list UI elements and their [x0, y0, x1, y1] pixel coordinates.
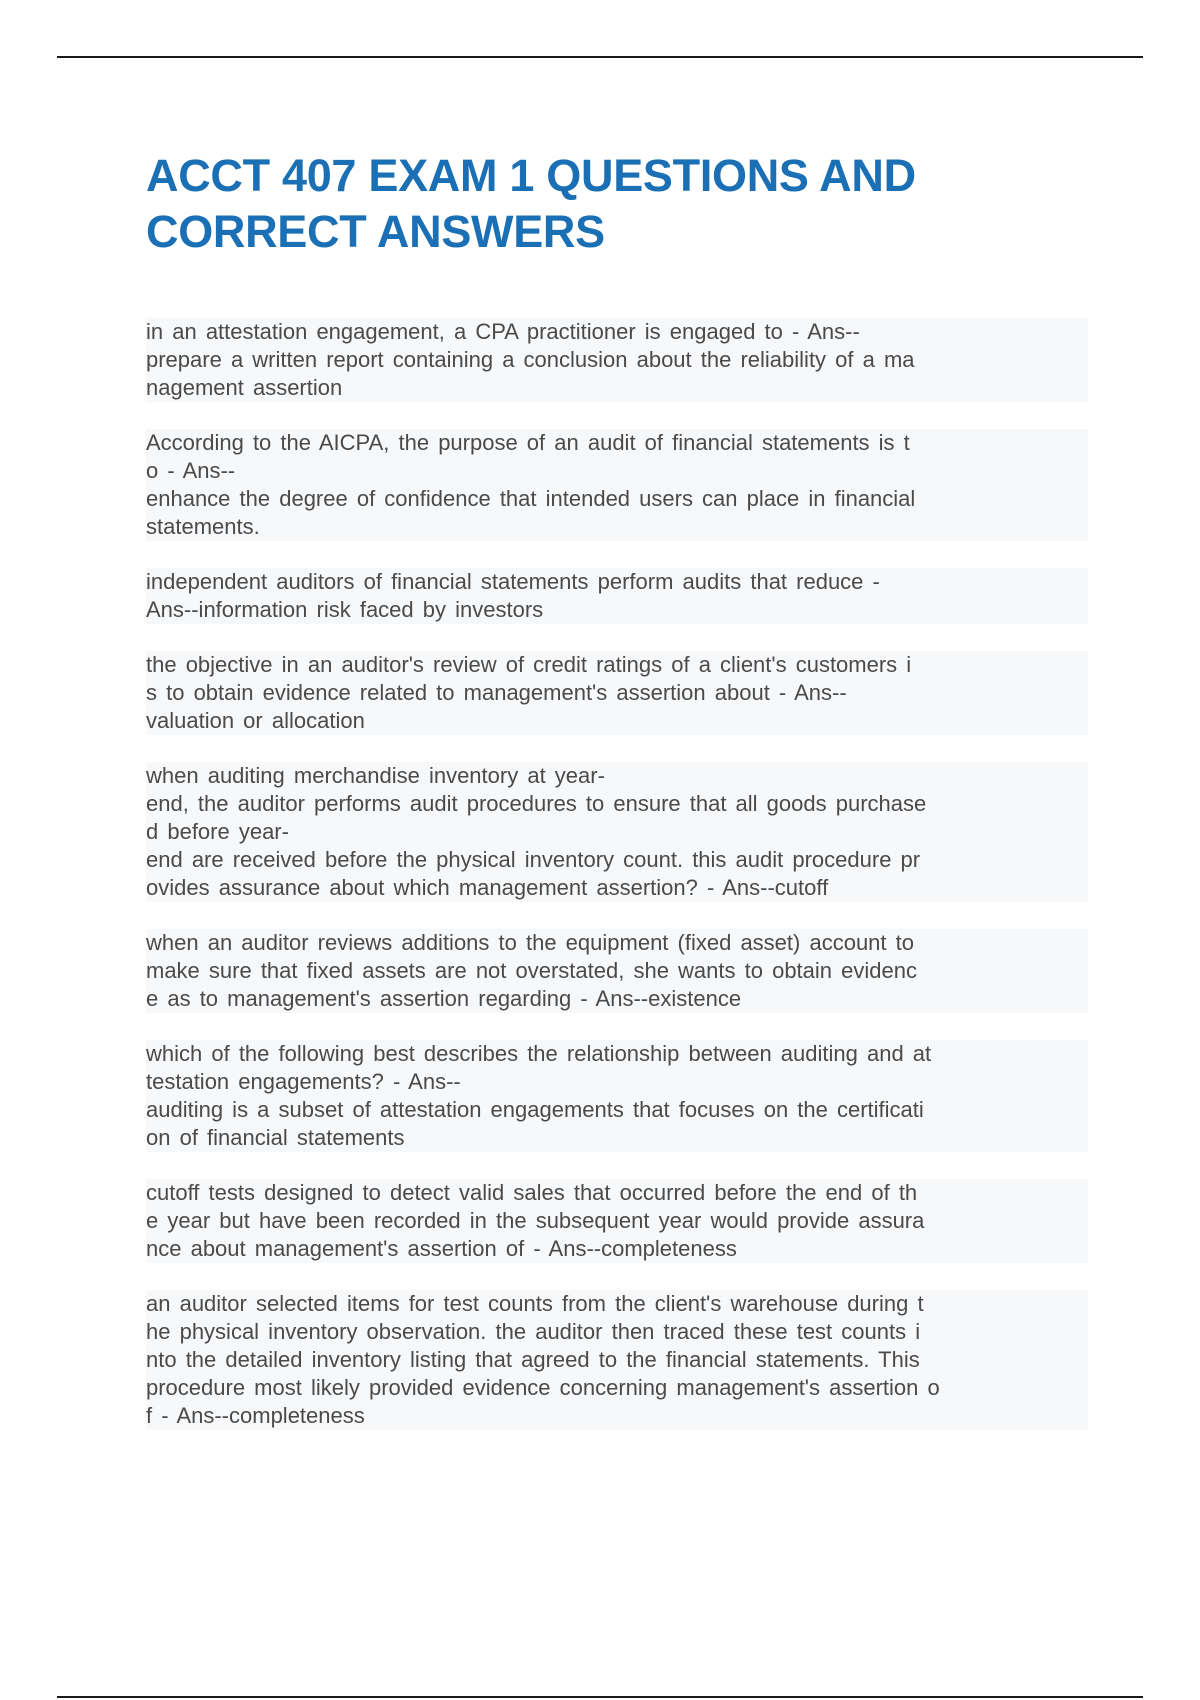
document-title: ACCT 407 EXAM 1 QUESTIONS AND CORRECT ANSWERS [146, 150, 916, 257]
qa-item-3: independent auditors of financial statements perform audits that reduce - Ans--information risk faced by investors [146, 568, 1088, 624]
qa-item-9: an auditor selected items for test counts from the client's warehouse during t he physical inventory observation. the auditor then traced these test counts i nto the detailed inventory listing that agreed to the financial statements. This procedure most likely provided evidence concerning management's assertion o f - Ans--completeness [146, 1290, 1088, 1430]
qa-item-6: when an auditor reviews additions to the equipment (fixed asset) account to make sure that fixed assets are not overstated, she wants to obtain evidenc e as to management's assertion regarding - Ans--existence [146, 929, 1088, 1013]
top-rule [57, 56, 1143, 58]
qa-item-5: when auditing merchandise inventory at year- end, the auditor performs audit procedures to ensure that all goods purchase d before year- end are received before the physical inventory count. this audit procedure pr ovides assurance about which management assertion? - Ans--cutoff [146, 762, 1088, 902]
document-body [146, 148, 1088, 1457]
qa-item-2: According to the AICPA, the purpose of an audit of financial statements is t o - Ans-- enhance the degree of confidence that intended users can place in financial statements. [146, 429, 1088, 541]
qa-item-4: the objective in an auditor's review of credit ratings of a client's customers i s to obtain evidence related to management's assertion about - Ans-- valuation or allocation [146, 651, 1088, 735]
qa-item-8: cutoff tests designed to detect valid sales that occurred before the end of th e year but have been recorded in the subsequent year would provide assura nce about management's assertion of - Ans--completeness [146, 1179, 1088, 1263]
bottom-rule [57, 1696, 1143, 1698]
qa-item-1: in an attestation engagement, a CPA practitioner is engaged to - Ans-- prepare a written report containing a conclusion about the reliability of a ma nagement assertion [146, 318, 1088, 402]
qa-item-7: which of the following best describes the relationship between auditing and at testation engagements? - Ans-- auditing is a subset of attestation engagements that focuses on the certificati on of financial statements [146, 1040, 1088, 1152]
